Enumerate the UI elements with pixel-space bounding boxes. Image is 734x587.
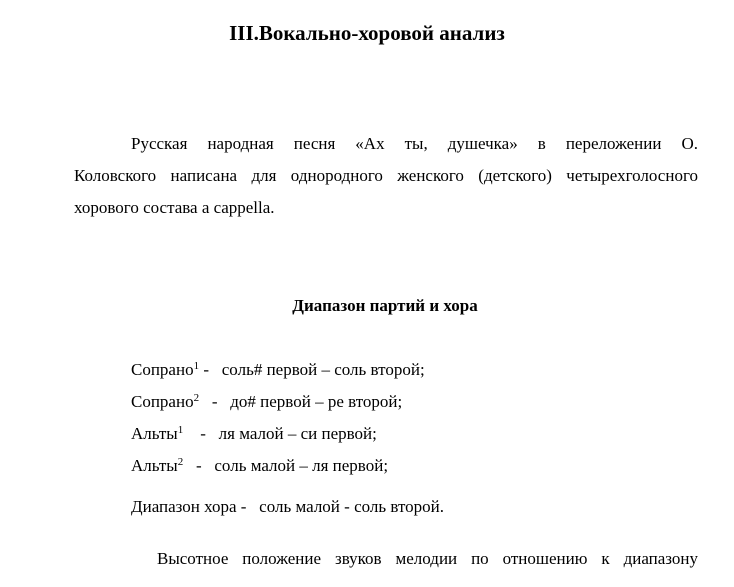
paragraph-line: Высотное положение звуков мелодии по отношению к диапазону	[157, 549, 698, 568]
paragraph-line: Русская народная песня «Ах ты, душечка» в переложении О.	[131, 134, 698, 153]
voice-part-number: 2	[177, 456, 184, 468]
voice-part-number: 1	[177, 424, 184, 436]
voice-part: Альты	[131, 424, 178, 443]
voice-range-item	[131, 356, 425, 388]
voice-part: Альты	[131, 456, 178, 475]
range-separator: -	[183, 424, 219, 443]
next-paragraph	[74, 543, 698, 575]
voice-range-list	[131, 356, 425, 484]
voice-part-number: 1	[193, 360, 200, 372]
voice-part: Сопрано	[131, 360, 194, 379]
voice-range: соль малой – ля первой;	[214, 456, 389, 475]
voice-range: ля малой – си первой;	[218, 424, 377, 443]
voice-range-item	[131, 388, 425, 420]
section-title: III.Вокально-хоровой анализ	[229, 21, 505, 45]
range-separator: -	[199, 392, 231, 411]
section-heading: Диапазон партий и хора	[292, 296, 478, 315]
voice-range: до# первой – ре второй;	[230, 392, 403, 411]
range-separator: -	[183, 456, 215, 475]
choir-range: Диапазон хора - соль малой - соль второй.	[131, 497, 445, 516]
voice-range: соль# первой – соль второй;	[221, 360, 425, 379]
voice-range-item	[131, 420, 425, 452]
intro-paragraph	[74, 128, 698, 224]
paragraph-line: Коловского написана для однородного женского (детского) четырехголосного	[74, 166, 698, 185]
voice-part-number: 2	[193, 392, 200, 404]
voice-part: Сопрано	[131, 392, 194, 411]
paragraph-line: хорового состава a cappella.	[74, 198, 275, 217]
voice-range-item	[131, 452, 425, 484]
range-separator: -	[199, 360, 222, 379]
